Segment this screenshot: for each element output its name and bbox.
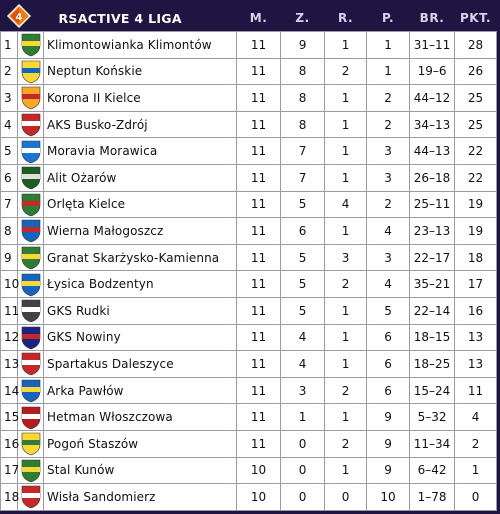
team-crest-cell (18, 297, 44, 324)
team-crest-icon (18, 272, 44, 297)
team-crest-cell (18, 377, 44, 404)
losses-cell: 4 (367, 271, 410, 298)
league-title: RSACTIVE 4 LIGA (58, 10, 182, 26)
col-header-draws: R. (338, 11, 354, 25)
losses-cell: 3 (367, 138, 410, 165)
table-row[interactable] (1, 191, 497, 218)
position-cell: 7 (1, 191, 18, 218)
matches-cell: 11 (237, 351, 281, 378)
team-name-cell: Spartakus Daleszyce (44, 351, 237, 378)
team-name-cell: Wierna Małogoszcz (44, 218, 237, 245)
team-name-cell: Wisła Sandomierz (44, 484, 237, 511)
losses-cell: 6 (367, 377, 410, 404)
team-name-cell: Stal Kunów (44, 457, 237, 484)
wins-cell: 5 (281, 297, 325, 324)
team-crest-cell (18, 351, 44, 378)
col-header-goals: BR. (419, 11, 445, 25)
goals-cell: 34–13 (410, 111, 455, 138)
goals-cell: 44–12 (410, 85, 455, 112)
team-name-cell: Orlęta Kielce (44, 191, 237, 218)
losses-cell: 9 (367, 457, 410, 484)
losses-cell: 10 (367, 484, 410, 511)
position-cell: 8 (1, 218, 18, 245)
position-cell: 10 (1, 271, 18, 298)
goals-cell: 31–11 (410, 32, 455, 59)
position-cell: 2 (1, 58, 18, 85)
draws-cell: 1 (325, 457, 367, 484)
team-name-cell: Klimontowianka Klimontów (44, 32, 237, 59)
position-cell: 5 (1, 138, 18, 165)
wins-cell: 0 (281, 457, 325, 484)
team-crest-cell (18, 484, 44, 511)
table-header-row (1, 5, 497, 32)
team-crest-icon (18, 59, 44, 84)
team-crest-cell (18, 191, 44, 218)
team-crest-cell (18, 457, 44, 484)
wins-cell: 0 (281, 484, 325, 511)
points-cell: 4 (455, 404, 497, 431)
col-header-matches: M. (249, 11, 268, 25)
table-row[interactable] (1, 430, 497, 457)
table-row[interactable] (1, 457, 497, 484)
team-crest-cell (18, 138, 44, 165)
table-row[interactable] (1, 85, 497, 112)
goals-cell: 15–24 (410, 377, 455, 404)
goals-cell: 5–32 (410, 404, 455, 431)
position-cell: 15 (1, 404, 18, 431)
team-crest-cell (18, 404, 44, 431)
team-crest-cell (18, 32, 44, 59)
losses-cell: 2 (367, 85, 410, 112)
table-row[interactable] (1, 244, 497, 271)
points-cell: 22 (455, 164, 497, 191)
goals-cell: 6–42 (410, 457, 455, 484)
position-cell: 17 (1, 457, 18, 484)
points-cell: 0 (455, 484, 497, 511)
table-row[interactable] (1, 111, 497, 138)
draws-cell: 1 (325, 138, 367, 165)
wins-cell: 9 (281, 32, 325, 59)
goals-cell: 22–17 (410, 244, 455, 271)
team-crest-icon (18, 112, 44, 137)
goals-cell: 11–34 (410, 430, 455, 457)
wins-cell: 5 (281, 191, 325, 218)
draws-cell: 1 (325, 111, 367, 138)
matches-cell: 11 (237, 85, 281, 112)
matches-cell: 11 (237, 297, 281, 324)
wins-cell: 1 (281, 404, 325, 431)
wins-cell: 5 (281, 244, 325, 271)
goals-cell: 35–21 (410, 271, 455, 298)
points-cell: 18 (455, 244, 497, 271)
matches-cell: 10 (237, 457, 281, 484)
losses-cell: 9 (367, 430, 410, 457)
matches-cell: 11 (237, 377, 281, 404)
matches-cell: 11 (237, 58, 281, 85)
table-row[interactable] (1, 32, 497, 59)
draws-cell: 1 (325, 32, 367, 59)
table-row[interactable] (1, 351, 497, 378)
table-row[interactable] (1, 138, 497, 165)
table-row[interactable] (1, 377, 497, 404)
losses-cell: 9 (367, 404, 410, 431)
position-cell: 12 (1, 324, 18, 351)
wins-cell: 0 (281, 430, 325, 457)
wins-cell: 3 (281, 377, 325, 404)
draws-cell: 3 (325, 244, 367, 271)
draws-cell: 1 (325, 164, 367, 191)
goals-cell: 1–78 (410, 484, 455, 511)
team-name-cell: Moravia Morawica (44, 138, 237, 165)
points-cell: 28 (455, 32, 497, 59)
team-crest-icon (18, 405, 44, 430)
draws-cell: 2 (325, 271, 367, 298)
table-row[interactable] (1, 218, 497, 245)
losses-cell: 1 (367, 32, 410, 59)
wins-cell: 8 (281, 85, 325, 112)
goals-cell: 19–6 (410, 58, 455, 85)
team-name-cell: Hetman Włoszczowa (44, 404, 237, 431)
matches-cell: 11 (237, 32, 281, 59)
matches-cell: 11 (237, 271, 281, 298)
team-crest-icon (18, 218, 44, 243)
draws-cell: 1 (325, 324, 367, 351)
draws-cell: 1 (325, 404, 367, 431)
matches-cell: 11 (237, 218, 281, 245)
table-row[interactable] (1, 164, 497, 191)
goals-cell: 25–11 (410, 191, 455, 218)
draws-cell: 1 (325, 85, 367, 112)
position-cell: 11 (1, 297, 18, 324)
position-cell: 16 (1, 430, 18, 457)
team-crest-cell (18, 430, 44, 457)
team-name-cell: Granat Skarżysko-Kamienna (44, 244, 237, 271)
goals-cell: 18–25 (410, 351, 455, 378)
position-cell: 9 (1, 244, 18, 271)
team-crest-cell (18, 164, 44, 191)
team-name-cell: Pogoń Staszów (44, 430, 237, 457)
matches-cell: 11 (237, 111, 281, 138)
team-name-cell: Korona II Kielce (44, 85, 237, 112)
team-crest-cell (18, 271, 44, 298)
team-crest-icon (18, 325, 44, 350)
losses-cell: 3 (367, 244, 410, 271)
draws-cell: 1 (325, 297, 367, 324)
team-crest-icon (18, 458, 44, 483)
team-crest-icon (18, 431, 44, 456)
team-crest-icon (18, 165, 44, 190)
team-crest-cell (18, 85, 44, 112)
col-header-losses: P. (381, 11, 395, 25)
matches-cell: 11 (237, 138, 281, 165)
team-crest-icon (18, 298, 44, 323)
table-row[interactable] (1, 324, 497, 351)
team-crest-icon (18, 351, 44, 376)
position-cell: 3 (1, 85, 18, 112)
points-cell: 13 (455, 351, 497, 378)
wins-cell: 8 (281, 111, 325, 138)
matches-cell: 11 (237, 244, 281, 271)
team-crest-icon (18, 32, 44, 57)
goals-cell: 22–14 (410, 297, 455, 324)
points-cell: 19 (455, 218, 497, 245)
matches-cell: 11 (237, 404, 281, 431)
points-cell: 26 (455, 58, 497, 85)
table-row[interactable] (1, 271, 497, 298)
matches-cell: 11 (237, 324, 281, 351)
wins-cell: 6 (281, 218, 325, 245)
wins-cell: 4 (281, 324, 325, 351)
team-crest-cell (18, 111, 44, 138)
goals-cell: 44–13 (410, 138, 455, 165)
team-crest-icon (18, 192, 44, 217)
draws-cell: 1 (325, 351, 367, 378)
position-cell: 13 (1, 351, 18, 378)
losses-cell: 6 (367, 324, 410, 351)
points-cell: 11 (455, 377, 497, 404)
losses-cell: 4 (367, 218, 410, 245)
points-cell: 22 (455, 138, 497, 165)
losses-cell: 3 (367, 164, 410, 191)
draws-cell: 2 (325, 430, 367, 457)
matches-cell: 11 (237, 191, 281, 218)
losses-cell: 5 (367, 297, 410, 324)
goals-cell: 18–15 (410, 324, 455, 351)
points-cell: 13 (455, 324, 497, 351)
draws-cell: 2 (325, 377, 367, 404)
matches-cell: 11 (237, 164, 281, 191)
draws-cell: 0 (325, 484, 367, 511)
wins-cell: 5 (281, 271, 325, 298)
col-header-wins: Z. (295, 11, 310, 25)
position-cell: 1 (1, 32, 18, 59)
points-cell: 25 (455, 85, 497, 112)
team-name-cell: Alit Ożarów (44, 164, 237, 191)
team-crest-cell (18, 58, 44, 85)
draws-cell: 2 (325, 58, 367, 85)
position-cell: 4 (1, 111, 18, 138)
wins-cell: 7 (281, 164, 325, 191)
table-row[interactable] (1, 484, 497, 511)
standings-table (0, 5, 497, 511)
table-row[interactable] (1, 297, 497, 324)
team-name-cell: Łysica Bodzentyn (44, 271, 237, 298)
points-cell: 16 (455, 297, 497, 324)
table-row[interactable] (1, 404, 497, 431)
losses-cell: 1 (367, 58, 410, 85)
team-name-cell: Neptun Końskie (44, 58, 237, 85)
points-cell: 17 (455, 271, 497, 298)
team-crest-icon (18, 484, 44, 509)
svg-text:4: 4 (15, 12, 23, 23)
goals-cell: 26–18 (410, 164, 455, 191)
team-name-cell: AKS Busko-Zdrój (44, 111, 237, 138)
team-name-cell: GKS Nowiny (44, 324, 237, 351)
wins-cell: 8 (281, 58, 325, 85)
draws-cell: 4 (325, 191, 367, 218)
matches-cell: 11 (237, 430, 281, 457)
col-header-points: PKT. (460, 11, 492, 25)
standings-body (1, 32, 497, 511)
team-crest-icon (18, 139, 44, 164)
team-crest-cell (18, 244, 44, 271)
losses-cell: 6 (367, 351, 410, 378)
position-cell: 6 (1, 164, 18, 191)
points-cell: 2 (455, 430, 497, 457)
losses-cell: 2 (367, 111, 410, 138)
goals-cell: 23–13 (410, 218, 455, 245)
team-crest-icon (18, 245, 44, 270)
table-row[interactable] (1, 58, 497, 85)
team-name-cell: Arka Pawłów (44, 377, 237, 404)
team-name-cell: GKS Rudki (44, 297, 237, 324)
wins-cell: 4 (281, 351, 325, 378)
matches-cell: 10 (237, 484, 281, 511)
wins-cell: 7 (281, 138, 325, 165)
draws-cell: 1 (325, 218, 367, 245)
position-cell: 18 (1, 484, 18, 511)
position-cell: 14 (1, 377, 18, 404)
points-cell: 1 (455, 457, 497, 484)
team-crest-cell (18, 218, 44, 245)
team-crest-icon (18, 378, 44, 403)
losses-cell: 2 (367, 191, 410, 218)
points-cell: 19 (455, 191, 497, 218)
points-cell: 25 (455, 111, 497, 138)
team-crest-icon (18, 85, 44, 110)
team-crest-cell (18, 324, 44, 351)
